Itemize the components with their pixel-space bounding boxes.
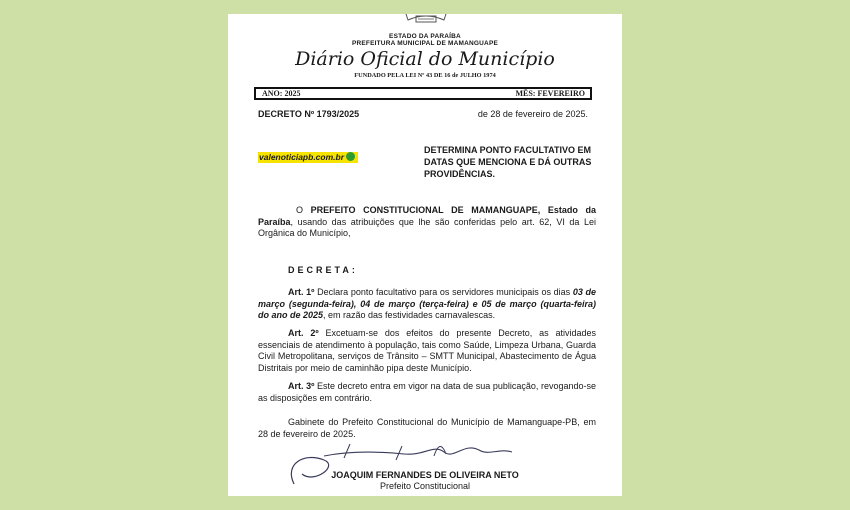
founding-law: FUNDADO PELA LEI Nº 43 DE 16 de JULHO 1974 [354, 72, 496, 79]
leaf-icon [346, 152, 355, 161]
edition-band [254, 87, 592, 100]
decreta-heading: DECRETA: [288, 265, 358, 275]
intro-text: , usando das atribuições que lhe são conferidas pelo art. 62, VI da Lei Orgânica do Município, [258, 216, 596, 238]
article-2-text: Excetuam-se dos efeitos do presente Decreto, as atividades essenciais de atendimento à população, tais como Saúde, Limpeza Urbana, Guarda Civil Metropolitana, serviços de Trânsito – SMTT Municipal, Abastecimento de Água Distritais por meio de caminhão pipa deste Município. [258, 328, 596, 373]
signer-role: Prefeito Constitucional [379, 481, 471, 491]
article-1-reason: , em razão das festividades carnavalescas. [323, 310, 496, 320]
signer-name: JOAQUIM FERNANDES DE OLIVEIRA NETO [331, 470, 519, 480]
decree-summary: DETERMINA PONTO FACULTATIVO EM DATAS QUE MENCIONA E DÁ OUTRAS PROVIDÊNCIAS. [424, 145, 592, 179]
edition-month: MÊS: FEVEREIRO [515, 89, 585, 98]
watermark-logo [258, 152, 358, 163]
watermark-text: valenoticiapb.com.br [259, 152, 345, 162]
edition-year: ANO: 2025 [262, 89, 301, 98]
decree-number: DECRETO Nº 1793/2025 [258, 109, 360, 119]
municipal-seal-icon [402, 14, 450, 26]
official-gazette-page [228, 14, 622, 496]
article-3-text: Este decreto entra em vigor na data de sua publicação, revogando-se as disposições em contrário. [258, 381, 596, 403]
article-1-dates: 03 de março (segunda-feira), 04 de março (terça-feira) e 05 de março (quarta-feira) do ano de 2025 [258, 287, 596, 320]
article-2-label: Art. 2º [288, 328, 319, 338]
state-name: ESTADO DA PARAÍBA [389, 33, 461, 40]
closing-paragraph: Gabinete do Prefeito Constitucional do Município de Mamanguape-PB, em 28 de fevereiro de 2025. [258, 417, 596, 439]
article-3 [258, 381, 596, 404]
decree-date: de 28 de fevereiro de 2025. [477, 109, 588, 119]
prefeitura-name: PREFEITURA MUNICIPAL DE MAMANGUAPE [351, 40, 499, 47]
article-2 [258, 328, 596, 374]
gazette-masthead: Diário Oficial do Município [295, 48, 555, 70]
article-3-label: Art. 3º [288, 381, 315, 391]
article-1-text: Declara ponto facultativo para os servidores municipais os dias [314, 287, 573, 297]
intro-paragraph [258, 205, 596, 240]
intro-lead: O [296, 205, 311, 215]
article-1 [258, 287, 596, 322]
article-1-label: Art. 1º [288, 287, 315, 297]
intro-authority: PREFEITO CONSTITUCIONAL DE MAMANGUAPE, Estado da Paraíba [258, 205, 596, 227]
